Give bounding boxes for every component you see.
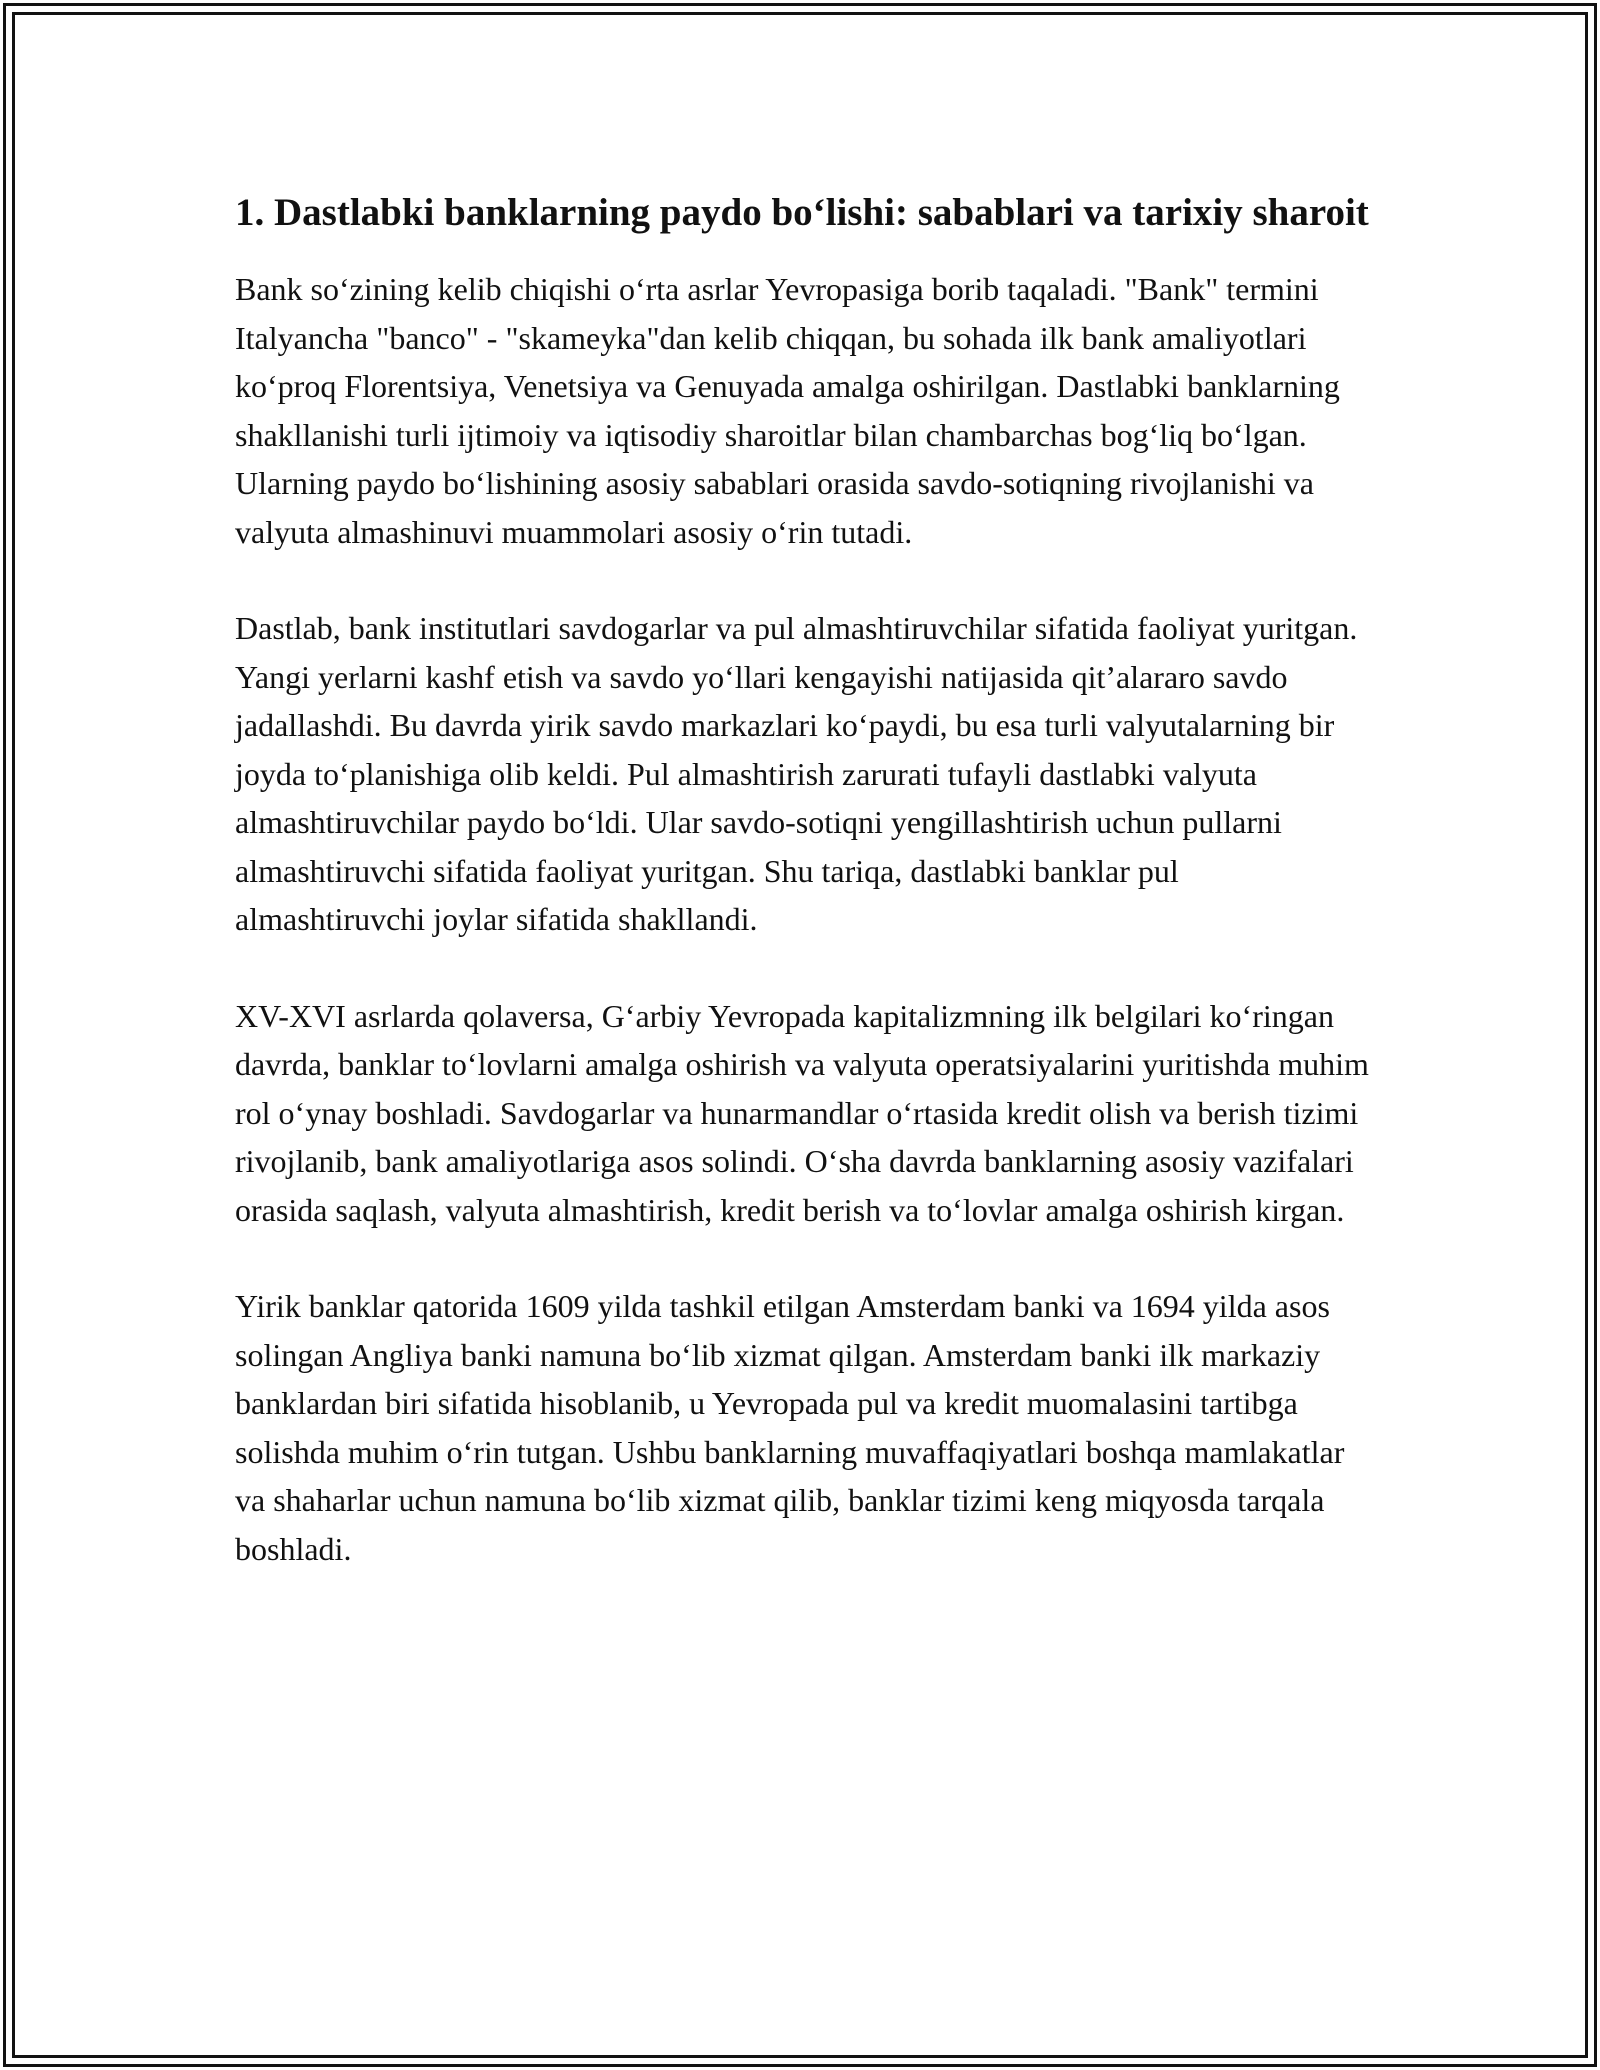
paragraph-15-16-centuries: XV-XVI asrlarda qolaversa, G‘arbiy Yevropada kapitalizmning ilk belgilari ko‘ringan davrda, banklar to‘lovlarni amalga oshirish va valyuta operatsiyalarini yuritishda muhim rol o‘ynay boshladi. Savdogarlar va hunarmandlar o‘rtasida kredit olish va berish tizimi rivojlanib, bank amaliyotlariga asos solindi. O‘sha davrda banklarning asosiy vazifalari orasida saqlash, valyuta almashtirish, kredit berish va to‘lovlar amalga oshirish kirgan. [235, 997, 1369, 1228]
paragraph-money-changers: Dastlab, bank institutlari savdogarlar va pul almashtiruvchilar sifatida faoliyat yuritgan. Yangi yerlarni kashf etish va savdo yo‘llari kengayishi natijasida qit’alararo savdo jadallashdi. Bu davrda yirik savdo markazlari ko‘paydi, bu esa turli valyutalarning bir joyda to‘planishiga olib keldi. Pul almashtirish zarurati tufayli dastlabki valyuta almashtiruvchilar paydo bo‘ldi. Ular savdo-sotiqni yengillashtirish uchun pullarni almashtiruvchi sifatida faoliyat yuritgan. Shu tariqa, dastlabki banklar pul almashtiruvchi joylar sifatida shakllandi. [235, 610, 1358, 937]
paragraph-origin-of-banks: Bank so‘zining kelib chiqishi o‘rta asrlar Yevropasiga borib taqaladi. "Bank" termini Italyancha "banco" - "skameyka"dan kelib chiqqan, bu sohada ilk bank amaliyotlari ko‘proq Florentsiya, Venetsiya va Genuyada amalga oshirilgan. Dastlabki banklarning shakllanishi turli ijtimoiy va iqtisodiy sharoitlar bilan chambarchas bog‘liq bo‘lgan. Ularning paydo bo‘lishining asosiy sabablari orasida savdo-sotiqning rivojlanishi va valyuta almashinuvi muammolari asosiy o‘rin tutadi. [235, 271, 1340, 550]
paragraph-amsterdam-england-banks: Yirik banklar qatorida 1609 yilda tashkil etilgan Amsterdam banki va 1694 yilda asos solingan Angliya banki namuna bo‘lib xizmat qilgan. Amsterdam banki ilk markaziy banklardan biri sifatida hisoblanib, u Yevropada pul va kredit muomalasini tartibga solishda muhim o‘rin tutgan. Ushbu banklarning muvaffaqiyatlari boshqa mamlakatlar va shaharlar uchun namuna bo‘lib xizmat qilib, banklar tizimi keng miqyosda tarqala boshladi. [235, 1288, 1345, 1567]
document-body [235, 185, 1375, 1573]
section-heading: 1. Dastlabki banklarning paydo bo‘lishi: sabablari va tarixiy sharoit [235, 191, 1369, 234]
